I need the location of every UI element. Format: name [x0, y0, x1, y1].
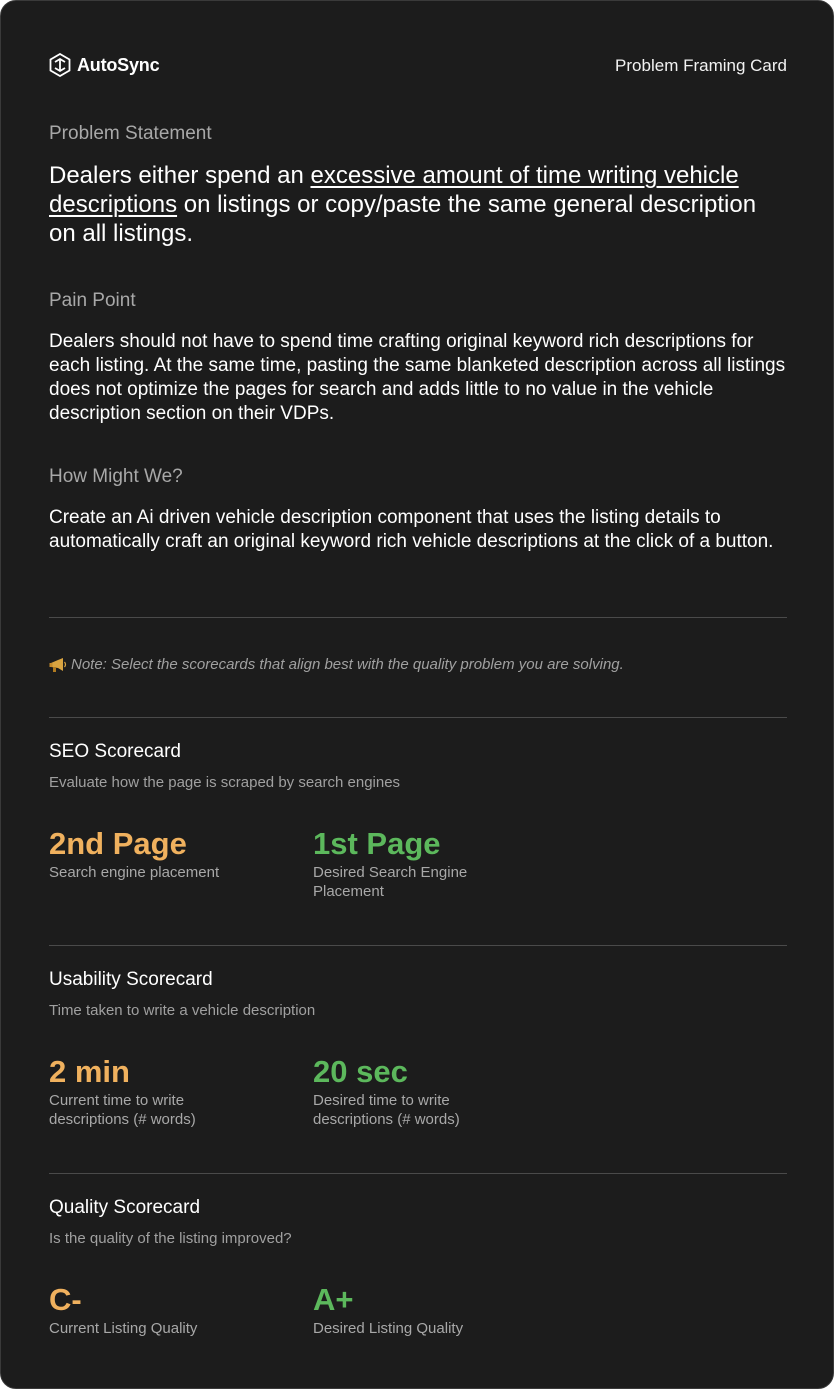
problem-text-start: Dealers either spend an [49, 162, 311, 189]
usability-current-metric [49, 1055, 249, 1129]
problem-statement-text [49, 161, 787, 248]
how-might-we-heading: How Might We? [49, 466, 183, 487]
seo-current-metric [49, 827, 249, 882]
metric-value: 1st Page [313, 826, 441, 861]
seo-scorecard-subtitle: Evaluate how the page is scraped by search engines [49, 774, 401, 791]
seo-desired-metric [313, 827, 513, 901]
metric-label: Search engine placement [49, 864, 220, 881]
metric-value: 2nd Page [49, 826, 187, 861]
scorecard-note [49, 656, 787, 673]
section-divider [49, 945, 787, 946]
seo-scorecard-title: SEO Scorecard [49, 741, 181, 762]
usability-scorecard-title: Usability Scorecard [49, 969, 213, 990]
brand-logo [49, 53, 159, 77]
metric-value: 20 sec [313, 1054, 408, 1089]
pain-point-text: Dealers should not have to spend time crafting original keyword rich descriptions for each listing. At the same time, pasting the same blanketed description across all listings does not optimize the pages for search and adds little to no value in the vehicle description section on their VDPs. [49, 331, 786, 424]
metric-label: Desired Listing Quality [313, 1320, 464, 1337]
usability-desired-metric [313, 1055, 513, 1129]
metric-value: C- [49, 1282, 82, 1317]
megaphone-icon [49, 657, 67, 673]
note-text: Note: Select the scorecards that align best with the quality problem you are solving. [71, 656, 624, 673]
card-type-label: Problem Framing Card [615, 56, 787, 75]
metric-label: Desired time to write descriptions (# words) [313, 1092, 460, 1128]
metric-value: 2 min [49, 1054, 130, 1089]
metric-label: Desired Search Engine Placement [313, 864, 468, 900]
brand-name: AutoSync [77, 54, 160, 75]
section-divider [49, 1173, 787, 1174]
quality-scorecard-title: Quality Scorecard [49, 1197, 201, 1218]
hexagon-logo-icon [49, 53, 71, 77]
problem-text-end: on listings or copy/paste the same general description on all listings. [49, 191, 757, 247]
metric-value: A+ [313, 1282, 354, 1317]
metric-label: Current Listing Quality [49, 1320, 198, 1337]
section-divider [49, 717, 787, 718]
quality-scorecard-subtitle: Is the quality of the listing improved? [49, 1230, 292, 1247]
quality-current-metric [49, 1283, 249, 1338]
quality-desired-metric [313, 1283, 513, 1338]
problem-text-emphasis: excessive amount of time writing vehicle descriptions [49, 162, 739, 218]
how-might-we-text: Create an Ai driven vehicle description component that uses the listing details to automatically craft an original keyword rich vehicle descriptions at the click of a button. [49, 507, 774, 552]
card-header [49, 53, 787, 81]
problem-statement-heading: Problem Statement [49, 123, 212, 144]
metric-label: Current time to write descriptions (# words) [49, 1092, 196, 1128]
pain-point-heading: Pain Point [49, 290, 136, 311]
usability-scorecard-subtitle: Time taken to write a vehicle description [49, 1002, 316, 1019]
section-divider [49, 617, 787, 618]
